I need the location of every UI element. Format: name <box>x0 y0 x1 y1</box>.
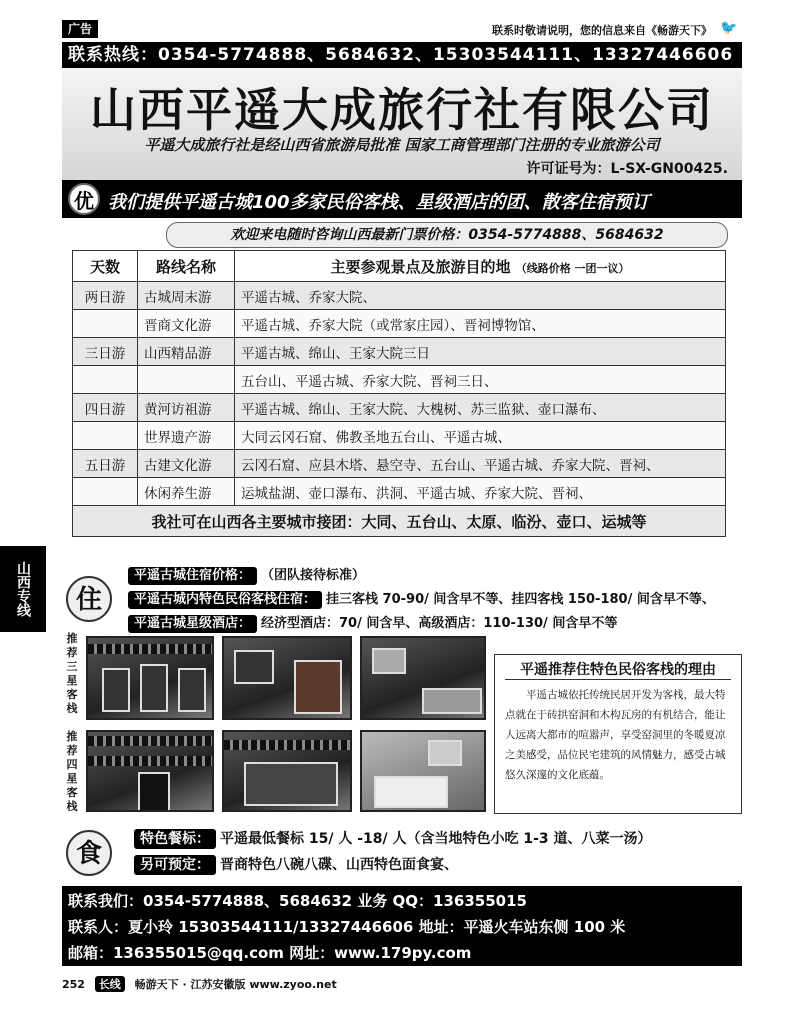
stay-icon: 住 <box>66 576 112 622</box>
pickup-cities: 我社可在山西各主要城市接团：大同、五台山、太原、临汾、壶口、运城等 <box>73 506 726 537</box>
cell-days: 五日游 <box>73 450 138 478</box>
section-name: 长线 <box>95 976 125 992</box>
company-subtitle: 平遥大成旅行社是经山西省旅游局批准 国家工商管理部门注册的专业旅游公司 <box>144 136 660 154</box>
cell-sites: 运城盐湖、壶口瀑布、洪洞、平遥古城、乔家大院、晋祠、 <box>235 478 726 506</box>
youxiu-badge-icon: 优 <box>68 183 100 215</box>
meal-booking-line <box>134 854 458 875</box>
cell-route: 世界遗产游 <box>138 422 235 450</box>
cell-route: 休闲养生游 <box>138 478 235 506</box>
table-row <box>73 478 726 506</box>
stay-label: 平遥古城星级酒店： <box>128 615 257 633</box>
table-row <box>73 422 726 450</box>
cell-sites: 五台山、平遥古城、乔家大院、晋祠三日、 <box>235 366 726 394</box>
slogan-bar <box>62 180 742 218</box>
route-table <box>72 250 726 537</box>
slogan-text: 我们提供平遥古城100多家民俗客栈、星级酒店的团、散客住宿预订 <box>108 192 650 213</box>
col-header-route: 路线名称 <box>138 251 235 282</box>
cell-days: 三日游 <box>73 338 138 366</box>
cell-route <box>138 366 235 394</box>
table-row <box>73 310 726 338</box>
cell-route: 古建文化游 <box>138 450 235 478</box>
food-label: 特色餐标： <box>134 829 216 849</box>
col-header-sites <box>235 251 726 282</box>
cell-sites: 大同云冈石窟、佛教圣地五台山、平遥古城、 <box>235 422 726 450</box>
food-icon: 食 <box>66 830 112 876</box>
publication-name: 畅游天下 · 江苏安徽版 www.zyoo.net <box>134 978 337 991</box>
bird-logo-icon: 🐦 <box>720 20 738 36</box>
table-row <box>73 394 726 422</box>
section-side-tab: 山西专线 <box>0 546 46 632</box>
divider <box>505 679 731 680</box>
col-header-sites-label: 主要参观景点及旅游目的地 <box>330 257 511 276</box>
ad-label: 广告 <box>62 20 98 38</box>
stay-inn-line <box>128 588 715 609</box>
cell-days: 两日游 <box>73 282 138 310</box>
table-row <box>73 366 726 394</box>
stay-label: 平遥古城内特色民俗客栈住宿： <box>128 591 322 609</box>
contact-person: 联系人：夏小玲 15303544111/13327446606 地址：平遥火车站东侧 100 米 <box>68 918 626 936</box>
reason-box <box>494 654 742 814</box>
ticket-inquiry: 欢迎来电随时咨询山西最新门票价格：0354-5774888、5684632 <box>166 222 728 248</box>
inn-photo-facade <box>86 730 214 812</box>
cell-sites: 平遥古城、绵山、王家大院、大槐树、苏三监狱、壶口瀑布、 <box>235 394 726 422</box>
cell-route: 晋商文化游 <box>138 310 235 338</box>
company-name: 山西平遥大成旅行社有限公司 <box>90 83 714 137</box>
cell-route: 黄河访祖游 <box>138 394 235 422</box>
stay-text: （团队接待标准） <box>261 568 366 583</box>
page-number: 252 <box>62 978 85 991</box>
stay-price-line <box>128 564 365 585</box>
table-header-row <box>73 251 726 282</box>
page-footer <box>62 976 337 992</box>
cell-days <box>73 310 138 338</box>
reason-body: 平遥古城依托传统民居开发为客栈，最大特点就在于砖拱窑洞和木构瓦房的有机结合，能让人远离大都市的喧嚣声，享受窑洞里的冬暖夏凉之美感受，品位民宅建筑的风情魅力，感受古城悠久深邃的文化底蕴。 <box>505 689 726 781</box>
reason-title: 平遥推荐住特色民俗客栈的理由 <box>520 662 716 678</box>
table-footer-row <box>73 506 726 537</box>
col-header-days: 天数 <box>73 251 138 282</box>
cell-sites: 平遥古城、乔家大院（或常家庄园）、晋祠博物馆、 <box>235 310 726 338</box>
company-banner <box>62 68 742 181</box>
stay-text: 经济型酒店：70/ 间含早、高级酒店：110-130/ 间含早不等 <box>261 616 618 631</box>
three-star-label: 推荐三星客栈 <box>66 632 78 715</box>
top-bar <box>62 20 742 40</box>
food-text: 平遥最低餐标 15/ 人 -18/ 人（含当地特色小吃 1-3 道、八菜一汤） <box>220 831 652 847</box>
four-star-label: 推荐四星客栈 <box>66 730 78 813</box>
contact-email-web: 邮箱：136355015@qq.com 网址：www.179py.com <box>68 944 472 962</box>
stay-hotel-line <box>128 612 617 633</box>
inn-photo-courtyard <box>86 636 214 720</box>
cell-sites: 平遥古城、绵山、王家大院三日 <box>235 338 726 366</box>
cell-route: 古城周末游 <box>138 282 235 310</box>
cell-days: 四日游 <box>73 394 138 422</box>
stay-label: 平遥古城住宿价格： <box>128 567 257 585</box>
inn-photo-balcony <box>222 730 352 812</box>
food-label: 另可预定： <box>134 855 216 875</box>
cell-route: 山西精品游 <box>138 338 235 366</box>
inn-photo-suite <box>360 730 486 812</box>
table-row <box>73 338 726 366</box>
contact-box <box>62 886 742 966</box>
table-row <box>73 450 726 478</box>
cell-days <box>73 478 138 506</box>
food-text: 晋商特色八碗八碟、山西特色面食宴、 <box>220 857 458 873</box>
stay-text: 挂三客栈 70-90/ 间含早不等、挂四客栈 150-180/ 间含早不等、 <box>326 592 715 607</box>
cell-days <box>73 422 138 450</box>
meal-standard-line <box>134 828 652 849</box>
cell-sites: 平遥古城、乔家大院、 <box>235 282 726 310</box>
price-note: （线路价格 一团一议） <box>515 261 630 275</box>
license-number: 许可证号为：L-SX-GN00425. <box>526 161 728 177</box>
cell-days <box>73 366 138 394</box>
inn-photo-bedroom <box>360 636 486 720</box>
inn-photo-room <box>222 636 352 720</box>
source-note: 联系时敬请说明，您的信息来自《畅游天下》 <box>492 24 712 37</box>
table-row <box>73 282 726 310</box>
contact-phone: 联系我们：0354-5774888、5684632 业务 QQ：136355015 <box>68 892 527 910</box>
cell-sites: 云冈石窟、应县木塔、悬空寺、五台山、平遥古城、乔家大院、晋祠、 <box>235 450 726 478</box>
hotline-bar: 联系热线：0354-5774888、5684632、15303544111、13327446606 <box>62 42 742 68</box>
